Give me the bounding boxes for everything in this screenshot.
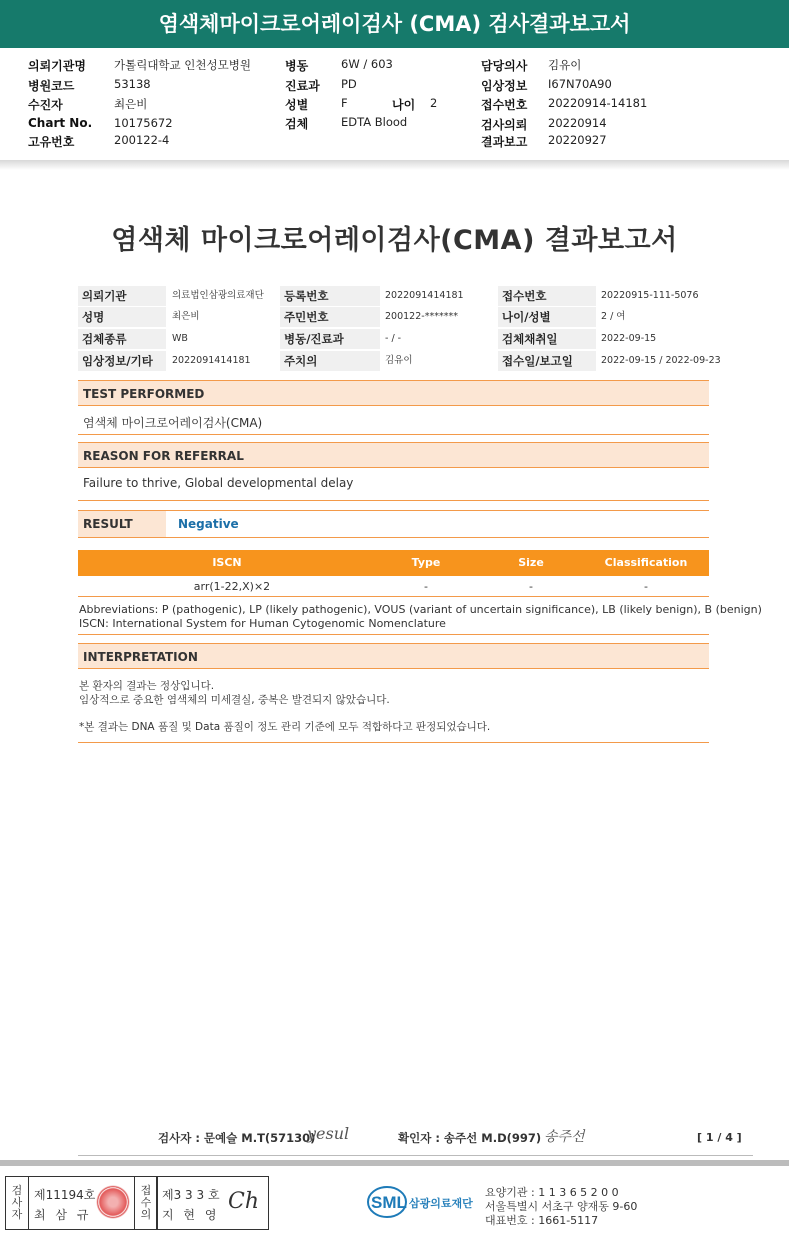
info-value: 2022-09-15 bbox=[601, 333, 657, 344]
header-value: 20220914 bbox=[548, 116, 607, 130]
header-label: 검사의뢰 bbox=[481, 118, 528, 132]
info-label: 검체종류 bbox=[78, 329, 166, 349]
header-label: 병동 bbox=[285, 59, 309, 73]
institution-code: 요양기관 : 1 1 3 6 5 2 0 0 bbox=[485, 1186, 619, 1199]
interpretation-heading: INTERPRETATION bbox=[78, 643, 709, 669]
tester-vertical-label bbox=[6, 1177, 29, 1229]
reason-text: Failure to thrive, Global developmental delay bbox=[83, 476, 354, 490]
tester-stamp-name: 최 삼 규 bbox=[34, 1208, 92, 1222]
header-label: 성별 bbox=[285, 98, 309, 112]
paper-title: 염색체 마이크로어레이검사(CMA) 결과보고서 bbox=[111, 225, 678, 256]
iscn-col-header: Type bbox=[411, 556, 441, 569]
info-value: 의료법인삼광의료재단 bbox=[172, 290, 264, 301]
vertical-char: 검 bbox=[11, 1184, 23, 1197]
divider bbox=[78, 742, 709, 743]
info-value: 2022091414181 bbox=[385, 290, 464, 301]
iscn-table-row bbox=[78, 577, 709, 597]
patient-header bbox=[0, 48, 789, 158]
page-indicator: [ 1 / 4 ] bbox=[697, 1131, 742, 1144]
header-label: 결과보고 bbox=[481, 135, 528, 149]
license-number: 제11194호 bbox=[34, 1188, 96, 1202]
header-value: 최은비 bbox=[114, 97, 148, 111]
sml-logo bbox=[367, 1181, 479, 1227]
iscn-cell: - bbox=[644, 580, 648, 593]
result-row bbox=[78, 510, 709, 538]
vertical-char: 수 bbox=[140, 1196, 152, 1209]
header-value: 2 bbox=[430, 96, 438, 110]
tester-name: 검사자 : 문예슬 M.T(57130) bbox=[158, 1131, 316, 1145]
confirmer-signature: 송주선 bbox=[544, 1129, 585, 1145]
header-label: Chart No. bbox=[28, 116, 93, 130]
iscn-table-header bbox=[78, 550, 709, 576]
footer-divider bbox=[78, 1155, 753, 1156]
header-label: 임상정보 bbox=[481, 79, 528, 93]
iscn-col-header: Size bbox=[518, 556, 544, 569]
interpretation-line: 임상적으로 중요한 염색체의 미세결실, 중복은 발견되지 않았습니다. bbox=[79, 694, 390, 706]
info-row bbox=[78, 351, 721, 372]
info-value: 2022091414181 bbox=[172, 355, 251, 366]
header-label: 나이 bbox=[392, 98, 416, 112]
iscn-col-header: Classification bbox=[604, 556, 688, 569]
info-label: 등록번호 bbox=[280, 286, 380, 306]
vertical-char: 접 bbox=[140, 1184, 152, 1197]
header-value: PD bbox=[341, 77, 357, 91]
header-label: 고유번호 bbox=[28, 135, 75, 149]
iscn-cell: - bbox=[529, 580, 533, 593]
info-row bbox=[78, 307, 711, 328]
confirmer-name: 확인자 : 송주선 M.D(997) bbox=[398, 1131, 542, 1145]
vertical-char: 사 bbox=[11, 1196, 23, 1209]
tester-signature: yesul bbox=[307, 1124, 350, 1143]
test-performed-text: 염색체 마이크로어레이검사(CMA) bbox=[83, 416, 263, 430]
divider bbox=[78, 434, 709, 435]
interpretation-line: 본 환자의 결과는 정상입니다. bbox=[79, 680, 215, 692]
vertical-char: 자 bbox=[11, 1208, 23, 1221]
info-row bbox=[78, 329, 711, 350]
official-seal bbox=[96, 1185, 130, 1219]
header-label: 접수번호 bbox=[481, 98, 528, 112]
header-value: 20220927 bbox=[548, 133, 607, 147]
abbreviations: Abbreviations: P (pathogenic), LP (likely pathogenic), VOUS (variant of uncertain significance), LB (likely benign), B (benign) bbox=[79, 603, 762, 616]
header-value: F bbox=[341, 96, 348, 110]
info-label: 성명 bbox=[78, 307, 166, 327]
header-label: 수진자 bbox=[28, 98, 63, 112]
info-label: 주민번호 bbox=[280, 307, 380, 327]
logo-text: SML bbox=[371, 1193, 407, 1212]
header-value: 김유이 bbox=[548, 58, 582, 72]
receiver-vertical-label bbox=[134, 1177, 158, 1229]
certification-box bbox=[5, 1176, 269, 1230]
header-value: 53138 bbox=[114, 77, 151, 91]
phone: 대표번호 : 1661-5117 bbox=[485, 1214, 599, 1227]
iscn-col-header: ISCN bbox=[212, 556, 242, 569]
header-divider bbox=[0, 160, 789, 170]
info-label: 병동/진료과 bbox=[280, 329, 380, 349]
header-label: 병원코드 bbox=[28, 79, 75, 93]
info-row bbox=[78, 286, 711, 307]
header-value: 20220914-14181 bbox=[548, 96, 648, 110]
iscn-cell: - bbox=[424, 580, 428, 593]
receiver-signature: Ch bbox=[228, 1189, 260, 1214]
header-label: 의뢰기관명 bbox=[28, 59, 86, 73]
header-value: 200122-4 bbox=[114, 133, 170, 147]
info-label: 검체채취일 bbox=[498, 329, 596, 349]
info-label: 주치의 bbox=[280, 351, 380, 371]
result-label: RESULT bbox=[78, 511, 166, 537]
receiver-stamp-name: 지 현 영 bbox=[162, 1208, 220, 1222]
info-value: - / - bbox=[385, 333, 402, 344]
divider bbox=[78, 634, 709, 635]
result-value: Negative bbox=[178, 517, 239, 531]
header-label: 담당의사 bbox=[481, 59, 528, 73]
interpretation-note: *본 결과는 DNA 품질 및 Data 품질이 정도 관리 기준에 모두 적합하다고 판정되었습니다. bbox=[79, 721, 491, 733]
info-label: 임상정보/기타 bbox=[78, 351, 166, 371]
report-title: 염색체마이크로어레이검사 (CMA) 검사결과보고서 bbox=[0, 0, 789, 48]
iscn-definition: ISCN: International System for Human Cytogenomic Nomenclature bbox=[79, 617, 446, 630]
header-label: 검체 bbox=[285, 117, 309, 131]
license-number: 제3 3 3 호 bbox=[162, 1188, 220, 1202]
info-value: WB bbox=[172, 333, 188, 344]
address: 서울특별시 서초구 양재동 9-60 bbox=[485, 1200, 638, 1213]
info-value: 2022-09-15 / 2022-09-23 bbox=[601, 355, 721, 366]
header-label: 진료과 bbox=[285, 79, 320, 93]
reason-heading: REASON FOR REFERRAL bbox=[78, 442, 709, 468]
vertical-char: 의 bbox=[140, 1208, 152, 1221]
test-performed-heading: TEST PERFORMED bbox=[78, 380, 709, 406]
header-value: 가톨릭대학교 인천성모병원 bbox=[114, 58, 251, 72]
info-value: 김유이 bbox=[385, 355, 413, 366]
iscn-cell: arr(1-22,X)×2 bbox=[193, 580, 271, 593]
header-value: I67N70A90 bbox=[548, 77, 612, 91]
info-label: 나이/성별 bbox=[498, 307, 596, 327]
info-value: 200122-******* bbox=[385, 311, 458, 322]
header-value: 10175672 bbox=[114, 116, 173, 130]
info-value: 20220915-111-5076 bbox=[601, 290, 699, 301]
header-value: 6W / 603 bbox=[341, 57, 393, 71]
info-label: 접수번호 bbox=[498, 286, 596, 306]
logo-subtext: 삼광의료재단 bbox=[409, 1197, 473, 1210]
info-value: 2 / 여 bbox=[601, 311, 626, 322]
header-value: EDTA Blood bbox=[341, 115, 408, 129]
divider bbox=[78, 500, 709, 501]
info-label: 접수일/보고일 bbox=[498, 351, 596, 371]
info-label: 의뢰기관 bbox=[78, 286, 166, 306]
info-value: 최은비 bbox=[172, 311, 200, 322]
